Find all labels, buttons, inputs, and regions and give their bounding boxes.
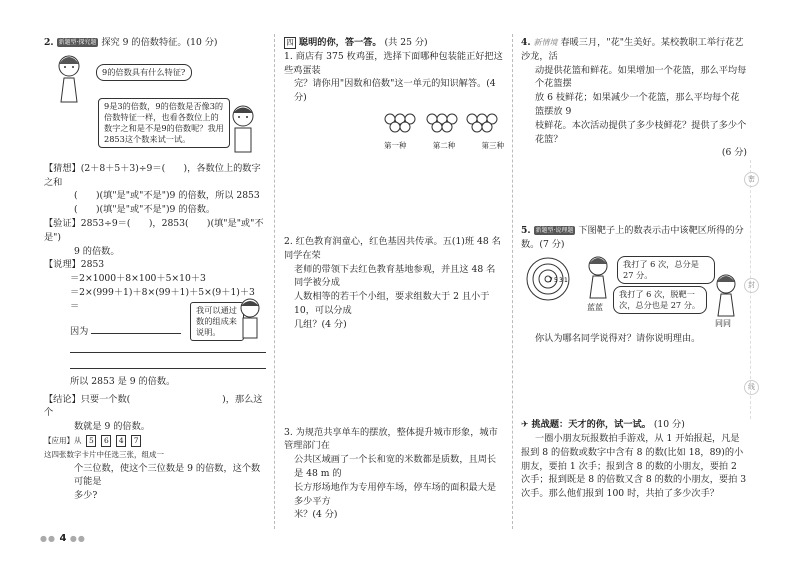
answer-space-1[interactable] (284, 155, 504, 235)
answer-line-2[interactable] (70, 356, 266, 369)
speech-bubble-explain: 我可以通过数的组成来说明。 (190, 302, 244, 341)
side-mark-2: 封 (744, 278, 759, 293)
q3-line-2: 公共区域画了一个长和宽的米数都是质数，且周长是 48 m 的 (294, 454, 497, 479)
right-q4 (521, 36, 747, 160)
side-mark-1: 密 (744, 172, 759, 187)
section-score: (共 25 分) (384, 37, 428, 48)
explain-line-1: ＝2×1000＋8×100＋5×10＋3 (70, 273, 206, 285)
q4-line-3: 放 6 枝鲜花；如果减少一个花篮，那么平均每个花篮摆放 9 (535, 92, 740, 117)
left-column (44, 36, 266, 503)
challenge-title: 挑战题：天才的你，试一试。 (531, 418, 651, 430)
therefore-line: 所以 2853 是 9 的倍数。 (70, 375, 176, 387)
target-label: 1 (564, 276, 568, 284)
page-number: ●● 4 ●● (40, 533, 86, 544)
challenge-line-2: 倍数或数字中含有 8 的数(比如 18，89)的小朋友，要拍 1 次手；报到含 8 的数的小朋友，要拍 2 次手；报到既是 8 的倍数又含 8 的数的小朋友，要拍 3 次手。那么他们报到 100 时，共拍了多少次手？ (521, 446, 747, 500)
column-divider-2 (512, 34, 513, 529)
question-title: 探究 9 的倍数特征。(10 分) (101, 37, 218, 48)
q2-line-2: 老师的带领下去红色教育基地参观，并且这 48 名同学被分成 (294, 263, 496, 289)
q1-line-2: 完？请你用"因数和倍数"这一单元的知识解答。(4 分) (294, 78, 496, 104)
girl-figure-icon (52, 52, 86, 104)
verify-line-1: 【验证】2853÷9＝( )，2853( )(填"是"或"不是") (44, 217, 264, 243)
answer-space-5[interactable] (521, 346, 747, 418)
challenge-text (521, 432, 747, 501)
dialog-area (44, 50, 266, 162)
number-card: 7 (131, 435, 141, 447)
target-area (521, 252, 747, 332)
mid-q2 (284, 235, 504, 332)
challenge-score: (10 分) (653, 418, 685, 430)
pack-label-1: 第一种 (384, 140, 407, 150)
q4-tag: 新情境 (533, 38, 558, 47)
speech-bubble-boy: 9是3的倍数，9的倍数是否像3的倍数特征一样，也看各数位上的数字之和是不是9的倍数呢？我用2853这个数来试一试。 (98, 98, 230, 148)
q2-line-3: 人数相等的若干个小组，要求组数大于 2 且小于 10，可以分成 (294, 291, 490, 316)
section-number: 四 (284, 37, 296, 49)
middle-column (284, 36, 504, 528)
explain-line-3: ＝ (70, 300, 80, 312)
apply-head: 【应用】从 (44, 435, 82, 445)
side-mark-3: 线 (744, 380, 759, 395)
apply-line (44, 434, 266, 462)
name-lanlan: 蓝蓝 (587, 302, 603, 312)
boy-figure-icon (226, 102, 260, 156)
speech-bubble-lanlan: 我打了 6 次，总分是 27 分。 (617, 256, 715, 284)
question-badge: 新题型·探究题 (58, 39, 97, 46)
q5-number: 5. (521, 225, 531, 237)
egg-packs (384, 111, 504, 155)
q4-line-2: 动提供花篮和鲜花。如果增加一个花篮，那么平均每个花篮摆 (535, 64, 747, 90)
q1-line-1: 1. 商店有 375 枚鸡蛋，选择下面哪种包装能正好把这些鸡蛋装 (284, 50, 503, 76)
q2-line-1: 2. 红色教育润童心，红色基因共传承。五(1)班 48 名同学在荣 (284, 235, 501, 261)
q5-badge: 新题型·说理题 (535, 227, 574, 235)
q5-question: 你认为哪名同学说得对？请你说明理由。 (535, 332, 701, 344)
because-label (44, 324, 181, 339)
answer-space-2[interactable] (284, 338, 504, 426)
q4-line-1: 春暖三月，"花"生美好。某校教职工举行花艺沙龙，活 (521, 37, 744, 62)
pack-label-3: 第三种 (481, 140, 504, 150)
pack-labels (384, 140, 504, 151)
target-label: 7 (549, 276, 553, 284)
mid-q1 (284, 50, 504, 105)
number-card: 5 (86, 435, 96, 447)
number-card: 6 (101, 435, 111, 447)
number-card: 4 (116, 435, 126, 447)
explain-area (44, 300, 266, 340)
q4-number: 4. (521, 37, 531, 48)
pack-label-2: 第二种 (432, 140, 456, 150)
apply-line-2: 个三位数，使这个三位数是 9 的倍数，这个数可能是 (74, 462, 261, 488)
right-column (521, 36, 747, 501)
speech-bubble-tongtong: 我打了 6 次，脱靶一次，总分也是 27 分。 (613, 286, 707, 314)
guess-line-1: 【猜想】(2＋8＋5＋3)÷9＝( )，各数位上的数字之和 (44, 162, 261, 188)
target-label: 5 (554, 276, 558, 284)
speech-bubble-girl: 9的倍数具有什么特征? (96, 64, 192, 81)
challenge-line-1: 一圈小朋友玩报数拍手游戏，从 1 开始报起，凡是报到 8 的 (521, 433, 740, 458)
egg-packs-icon (384, 111, 504, 135)
because-text: 因为 (70, 325, 89, 337)
girl-lanlan-icon (583, 254, 613, 300)
section-title: 聪明的你，答一答。 (298, 37, 382, 48)
girl-tongtong-icon (711, 272, 741, 318)
q2-line-4: 几组？(4 分) (294, 318, 347, 330)
explain-line-2: ＝2×(999＋1)＋8×(99＋1)＋5×(9＋1)＋3 (70, 286, 255, 298)
q3-line-4: 米？(4 分) (294, 509, 338, 521)
answer-line-1[interactable] (70, 340, 266, 353)
guess-line-2: ( )(填"是"或"不是")9 的倍数，所以 2853 (74, 190, 260, 202)
target-label: 3 (559, 276, 563, 284)
target-icon (525, 256, 571, 302)
verify-line-2: 9 的倍数。 (74, 245, 120, 257)
conclusion-line-2: 数就是 9 的倍数。 (74, 421, 150, 433)
q5-title: 下图靶子上的数表示击中该靶区所得的分数。(7 分) (521, 225, 744, 250)
conclusion-line-1: 【结论】只要一个数( )，那么这个 (44, 393, 263, 419)
answer-blank[interactable] (91, 324, 181, 334)
apply-rest: 这四张数字卡片中任选三张，组成一 (44, 449, 164, 459)
column-divider-1 (274, 34, 275, 529)
q3-line-1: 3. 为规范共享单车的摆放，整体提升城市形象，城市管理部门在 (284, 426, 498, 452)
q4-line-4: 枝鲜花。本次活动提供了多少枝鲜花？提供了多少个花篮？ (535, 119, 747, 145)
explain-head: 【说理】2853 (44, 259, 105, 271)
challenge-header: ✈ 挑战题：天才的你，试一试。 (10 分) (521, 418, 685, 430)
page-number-value: 4 (59, 533, 67, 544)
q3-line-3: 长方形场地作为专用停车场，停车场的面积最大是多少平方 (294, 481, 497, 507)
apply-line-3: 多少? (74, 490, 98, 502)
name-tongtong: 同同 (715, 318, 731, 328)
guess-line-3: ( )(填"是"或"不是")9 的倍数。 (74, 204, 216, 216)
q4-score: (6 分) (721, 147, 747, 159)
answer-space-4[interactable] (521, 166, 747, 224)
mid-q3 (284, 426, 504, 523)
boy-figure-2-icon (236, 296, 264, 340)
question-number: 2. (44, 37, 54, 48)
